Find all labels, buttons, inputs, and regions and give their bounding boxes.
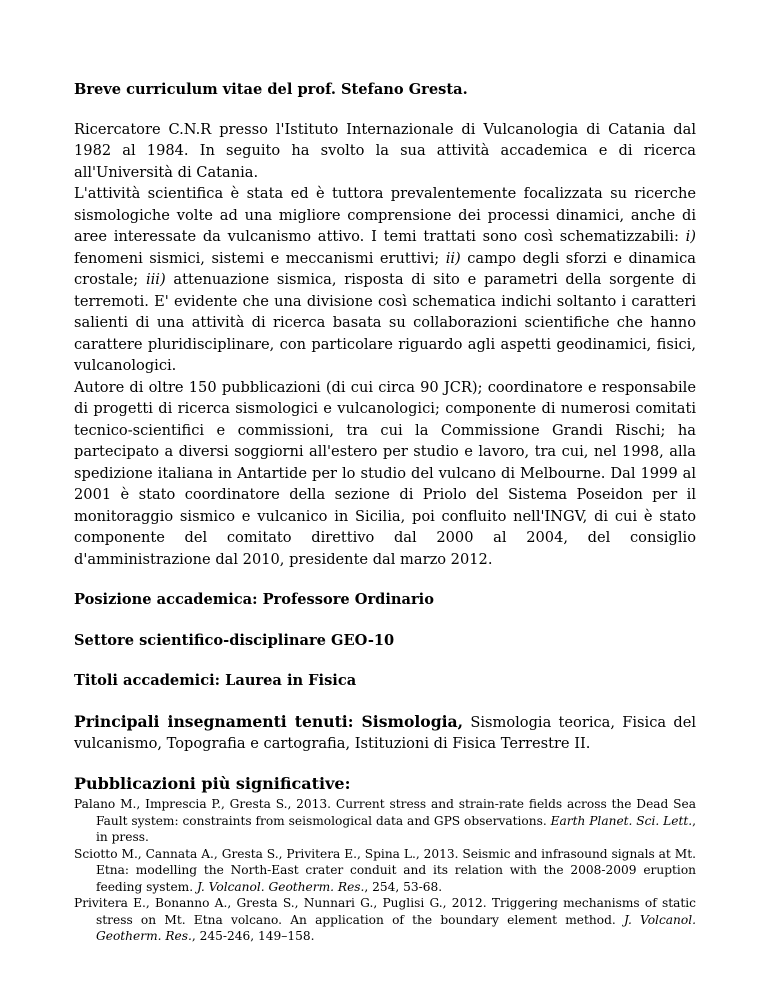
bio-paragraph-2 — [74, 183, 696, 377]
academic-position: Posizione accademica: Professore Ordinario — [74, 591, 434, 608]
bio-p2-part-a: L'attività scientifica è stata ed è tuttora prevalentemente focalizzata su ricerche sismologiche volte ad una migliore comprensione dei processi dinamici, anche di aree interessate da vulcanismo attivo. I temi trattati sono così schematizzabili: — [74, 185, 696, 245]
publication-item — [74, 846, 696, 896]
publication-volume: , 245-246, 149–158. — [191, 929, 315, 943]
bio-paragraph-3: Autore di oltre 150 pubblicazioni (di cui circa 90 JCR); coordinatore e responsabile di progetti di ricerca sismologici e vulcanologici; componente di numerosi comitati tecnico-scientifici e commissioni, tra cui la Commissione Grandi Rischi; ha partecipato a diversi soggiorni all'estero per studio e lavoro, tra cui, nel 1998, alla spedizione italiana in Antartide per lo studio del vulcano di Melbourne. Dal 1999 al 2001 è stato coordinatore della sezione di Priolo del Sistema Poseidon per il monitoraggio sismico e vulcanico in Sicilia, poi confluito nell'INGV, di cui è stato componente del comitato direttivo dal 2000 al 2004, del consiglio d'amministrazione dal 2010, presidente dal marzo 2012. — [74, 378, 696, 568]
publication-citation: Sciotto M., Cannata A., Gresta S., Privitera E., Spina L., 2013. Seismic and infrasound signals at Mt. Etna: modelling the North-East crater conduit and its relation with the 2008-2009 eruption feeding system. — [74, 846, 696, 894]
publication-item — [74, 796, 696, 846]
publication-volume: , in press. — [96, 813, 696, 844]
publications-heading: Pubblicazioni più significative: — [74, 773, 351, 793]
publication-citation: Palano M., Imprescia P., Gresta S., 2013. Current stress and strain-rate fields across the Dead Sea Fault system: constraints from seismological data and GPS observations. — [74, 797, 696, 828]
roman-iii: iii) — [145, 271, 166, 288]
publication-citation: Privitera E., Bonanno A., Gresta S., Nunnari G., Puglisi G., 2012. Triggering mechanisms of static stress on Mt. Etna volcano. An application of the boundary element method. — [74, 896, 696, 927]
publication-journal: J. Volcanol. Geotherm. Res. — [196, 879, 365, 894]
teaching-paragraph — [74, 711, 696, 755]
bio-paragraph-1: Ricercatore C.N.R presso l'Istituto Internazionale di Vulcanologia di Catania dal 1982 al 1984. In seguito ha svolto la sua attività accademica e di ricerca all'Università di Catania. — [74, 120, 696, 181]
cv-heading: Breve curriculum vitae del prof. Stefano Gresta. — [74, 81, 468, 98]
publication-journal: J. Volcanol. Geotherm. Res. — [96, 912, 697, 943]
teaching-list: Sismologia teorica, Fisica del vulcanismo, Topografia e cartografia, Istituzioni di Fisica Terrestre II. — [74, 713, 696, 752]
bio-p2-part-c: campo degli sforzi e dinamica crostale; — [74, 249, 696, 288]
document-body — [74, 79, 696, 945]
academic-titles: Titoli accademici: Laurea in Fisica — [74, 672, 357, 689]
publication-volume: , 254, 53-68. — [364, 879, 443, 894]
publications-list — [74, 796, 696, 945]
roman-i: i) — [685, 228, 696, 245]
publication-journal: Earth Planet. Sci. Lett. — [550, 813, 693, 828]
publication-item — [74, 895, 696, 945]
bio-p2-part-b: fenomeni sismici, sistemi e meccanismi eruttivi; — [74, 249, 446, 267]
teaching-label: Principali insegnamenti tenuti: Sismologia, — [74, 711, 464, 731]
scientific-sector: Settore scientifico-disciplinare GEO-10 — [74, 631, 395, 649]
roman-ii: ii) — [445, 249, 461, 267]
bio-p2-part-d: attenuazione sismica, risposta di sito e parametri della sorgente di terremoti. E' evidente che una divisione così schematica indichi soltanto i caratteri salienti di una attività di ricerca basata su collaborazioni scientifiche che hanno carattere pluridisciplinare, con particolare riguardo agli aspetti geodinamici, fisici, vulcanologici. — [74, 271, 696, 374]
